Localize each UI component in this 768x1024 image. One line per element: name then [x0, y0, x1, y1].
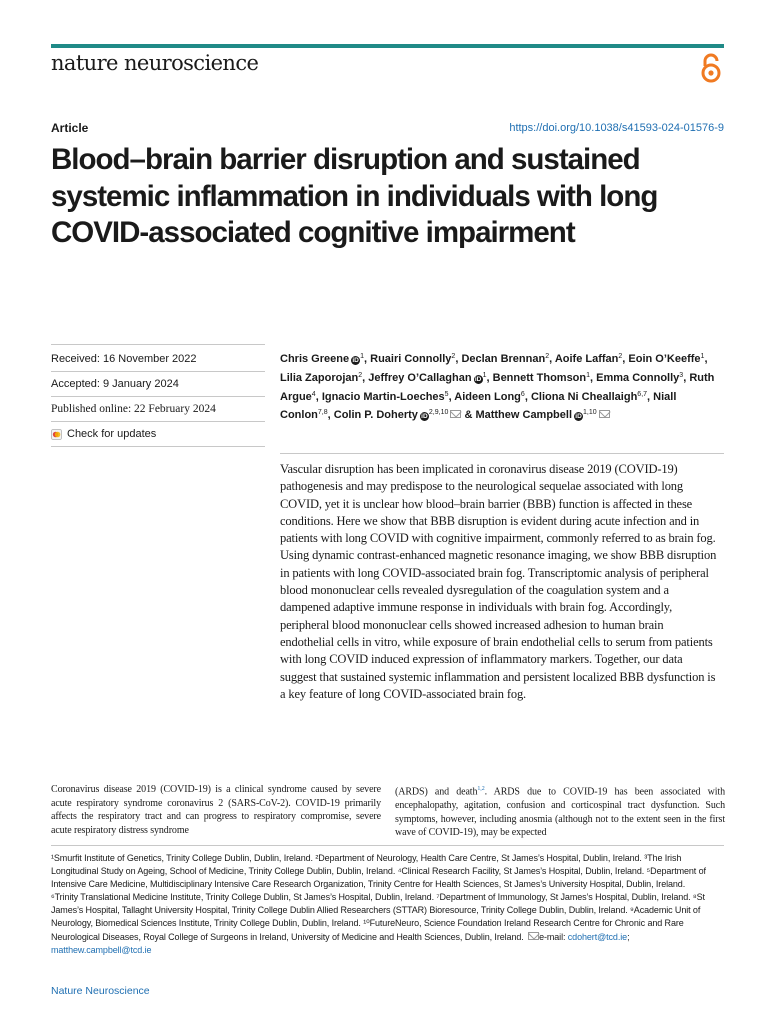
- body-text-right: [395, 783, 725, 840]
- author-affiliation-number: 4: [311, 390, 316, 398]
- article-title: Blood–brain barrier disruption and sustained systemic inflammation in individuals with long COVID-associated cognitive impairment: [51, 143, 658, 249]
- body-text-right-rest: . ARDS due to COVID-19 has been associated with encephalopathy, agitation, confusion and corticospinal tract dysfunction. Such symptoms, however, including anosmia (although not to the extent seen in the first wave of COVID-19), may be expected: [395, 786, 725, 839]
- author-name: Colin P. Doherty: [333, 409, 418, 422]
- author-affiliation-number: 1,10: [583, 409, 597, 417]
- accepted-date: Accepted: 9 January 2024: [51, 371, 265, 396]
- email-label: e-mail:: [539, 931, 566, 942]
- author[interactable]: [368, 372, 486, 384]
- article-history: [51, 344, 265, 447]
- author-name: Ignacio Martin-Loeches: [321, 390, 445, 403]
- author[interactable]: [322, 391, 449, 403]
- abstract-rule: [280, 453, 724, 454]
- doi-link[interactable]: https://doi.org/10.1038/s41593-024-01576-9: [509, 122, 724, 134]
- check-updates-label: Check for updates: [67, 428, 157, 440]
- email-link[interactable]: cdohert@tcd.ie: [567, 931, 628, 942]
- author[interactable]: [531, 391, 647, 403]
- received-date: Received: 16 November 2022: [51, 344, 265, 371]
- author[interactable]: [493, 372, 590, 384]
- author[interactable]: [555, 353, 622, 365]
- author-affiliation-number: 2: [545, 353, 550, 360]
- author[interactable]: & Matthew Campbell iD$^{1,10}$: [464, 409, 609, 421]
- author[interactable]: [628, 353, 704, 365]
- abstract: Vascular disruption has been implicated in coronavirus disease 2019 (COVID-19) pathogenesis and may predispose to the neurological sequelae associated with long COVID, yet it is unclear how blood–brain barrier (BBB) function is affected in these conditions. Here we show that BBB disruption is evident during acute infection and in patients with long COVID with cognitive impairment, commonly referred to as brain fog. Using dynamic contrast-enhanced magnetic resonance imaging, we show BBB disruption in patients with long COVID-associated brain fog. Transcriptomic analysis of peripheral blood mononuclear cells revealed dysregulation of the coagulation system and a dampened adaptive immune response in individuals with brain fog. Accordingly, peripheral blood mononuclear cells showed increased adhesion to human brain endothelial cells in vitro, while exposure of brain endothelial cells to serum from patients with long COVID induced expression of inflammatory markers. Together, our data suggest that sustained systemic inflammation and persistent localized BBB dysfunction is a key feature of long COVID-associated brain fog.: [280, 462, 717, 701]
- email-icon[interactable]: [599, 410, 610, 418]
- author-affiliation-number: 1: [700, 353, 705, 360]
- author-affiliation-number: 2,9,10: [428, 409, 449, 417]
- author-name: Matthew Campbell: [475, 409, 573, 422]
- author[interactable]: [370, 353, 455, 365]
- author-affiliation-number: 2: [358, 371, 363, 379]
- author-affiliation-number: 7,8: [317, 409, 328, 417]
- author-name: Jeffrey O’Callaghan: [368, 371, 472, 384]
- author-name: Ruth Argue: [280, 371, 715, 403]
- author-affiliation-number: 1: [360, 353, 364, 360]
- author-affiliation-number: 1: [482, 371, 487, 379]
- orcid-icon[interactable]: iD: [421, 413, 428, 421]
- author-affiliation-number: 6,7: [637, 390, 648, 398]
- author[interactable]: [461, 353, 549, 365]
- affiliation-rule: [51, 845, 724, 846]
- orcid-icon[interactable]: iD: [352, 357, 359, 364]
- author-name: Lilia Zaporojan: [280, 371, 359, 384]
- author-name: Bennett Thomson: [492, 371, 587, 384]
- email-icon[interactable]: [450, 410, 461, 418]
- author-name: Declan Brennan: [461, 353, 546, 365]
- published-date: Published online: 22 February 2024: [51, 396, 265, 421]
- article-type: Article: [51, 121, 89, 135]
- author[interactable]: [280, 372, 362, 384]
- check-updates-row[interactable]: [51, 421, 265, 447]
- author-affiliation-number: 2: [451, 353, 456, 360]
- author-list: Chris Greene $iD^1$, Ruairi Connolly$^2$, Declan Brennan$^2$, Aoife Laffan$^2$, Eoin O’Keeffe$^1$, Lilia Zaporojan$^2$, Jeffrey O’Callaghan $iD^1$, Bennett Thomson$^1$, Emma Connolly$^3$, Ruth Argue$^4$, Ignacio Martin-Loeches$^5$, Aideen Long$^6$, Cliona Ni Cheallaigh$^{6,7}$, Niall Conlon$^{7,8}$, Colin P. Doherty iD$^{2,9,10}$ & Matthew Campbell iD$^{1,10}$: [280, 353, 715, 422]
- orcid-icon[interactable]: iD: [474, 375, 482, 383]
- reference-link[interactable]: 1,2: [477, 786, 485, 792]
- author-name: Eoin O’Keeffe: [628, 353, 701, 365]
- author-affiliation-number: 2: [618, 353, 623, 360]
- author-name: Aideen Long: [454, 390, 521, 403]
- author-affiliation-number: 3: [679, 371, 684, 379]
- affiliations: ¹Smurfit Institute of Genetics, Trinity College Dublin, Dublin, Ireland. ²Department of Neurology, Health Care Centre, St James’s Hospital, Dublin, Ireland. ³The Irish Longitudinal Study on Ageing, School of Medicine, Trinity College Dublin, Dublin, Ireland. ⁴Clinical Research Facility, St James’s Hospital, Dublin, Ireland. ⁵Department of Intensive Care Medicine, Multidisciplinary Intensive Care Research Organization, Trinity Centre for Health Sciences, St James’s University Hospital, Dublin, Ireland. ⁶Trinity Translational Medicine Institute, Trinity College Dublin, St James’s Hospital, Dublin, Ireland. ⁷Department of Immunology, St James’s Hospital, Dublin, Ireland. ⁸St James’s Hospital, Tallaght University Hospital, Trinity College Dublin Allied Researchers (STTAR) Bioresource, Trinity College Dublin, Dublin, Ireland. ⁹Academic Unit of Neurology, Biomedical Sciences Institute, Trinity College Dublin, Dublin, Ireland. ¹⁰FutureNeuro, Science Foundation Ireland Research Centre for Chronic and Rare Neurological Diseases, Royal College of Surgeons in Ireland, University of Medicine and Health Sciences, Dublin, Ireland. e-mail: cdohert@tcd.ie; matthew.campbell@tcd.ie: [51, 853, 706, 955]
- journal-title: nature neuroscience: [51, 51, 259, 75]
- author[interactable]: [334, 409, 462, 421]
- footer-journal: Nature Neuroscience: [51, 985, 150, 997]
- header-rule: [51, 44, 724, 48]
- email-link[interactable]: matthew.campbell@tcd.ie: [51, 944, 152, 955]
- check-updates-button[interactable]: [51, 428, 265, 440]
- author-name: Cliona Ni Cheallaigh: [530, 390, 638, 403]
- author-affiliation-number: 6: [520, 390, 525, 398]
- author[interactable]: [280, 353, 364, 365]
- author-name: Ruairi Connolly: [370, 353, 452, 365]
- author-affiliation-number: 5: [444, 390, 449, 398]
- open-access-icon: [698, 52, 724, 84]
- author-name: Aoife Laffan: [554, 353, 619, 365]
- author-name: Chris Greene: [280, 353, 350, 365]
- body-text-left: Coronavirus disease 2019 (COVID-19) is a clinical syndrome caused by severe acute respiratory syndrome coronavirus 2 (SARS-CoV-2). COVID-19 primarily affects the respiratory tract and can progress to respiratory compromise, severe acute respiratory distress syndrome: [51, 784, 381, 836]
- author[interactable]: [454, 391, 525, 403]
- author-affiliation-number: 1: [586, 371, 591, 379]
- author[interactable]: [596, 372, 683, 384]
- body-text-right-start: (ARDS) and death: [395, 786, 478, 798]
- check-updates-icon: [51, 429, 62, 440]
- orcid-icon[interactable]: iD: [575, 413, 582, 421]
- author-name: Emma Connolly: [596, 371, 680, 384]
- affiliation-text: ¹Smurfit Institute of Genetics, Trinity College Dublin, Dublin, Ireland. ²Department of Neurology, Health Care Centre, St James’s Hospital, Dublin, Ireland. ³The Irish Longitudinal Study on Ageing, School of Medicine, Trinity College Dublin, Dublin, Ireland. ⁴Clinical Research Facility, St James’s Hospital, Dublin, Ireland. ⁵Department of Intensive Care Medicine, Multidisciplinary Intensive Care Research Organization, Trinity Centre for Health Sciences, St James’s University Hospital, Dublin, Ireland. ⁶Trinity Translational Medicine Institute, Trinity College Dublin, St James’s Hospital, Dublin, Ireland. ⁷Department of Immunology, St James’s Hospital, Dublin, Ireland. ⁸St James’s Hospital, Tallaght University Hospital, Trinity College Dublin Allied Researchers (STTAR) Bioresource, Trinity College Dublin, Dublin, Ireland. ⁹Academic Unit of Neurology, Biomedical Sciences Institute, Trinity College Dublin, Dublin, Ireland. ¹⁰FutureNeuro, Science Foundation Ireland Research Centre for Chronic and Rare Neurological Diseases, Royal College of Surgeons in Ireland, University of Medicine and Health Sciences, Dublin, Ireland.: [51, 853, 706, 942]
- email-icon: [528, 932, 539, 940]
- author-name: Niall Conlon: [280, 390, 677, 422]
